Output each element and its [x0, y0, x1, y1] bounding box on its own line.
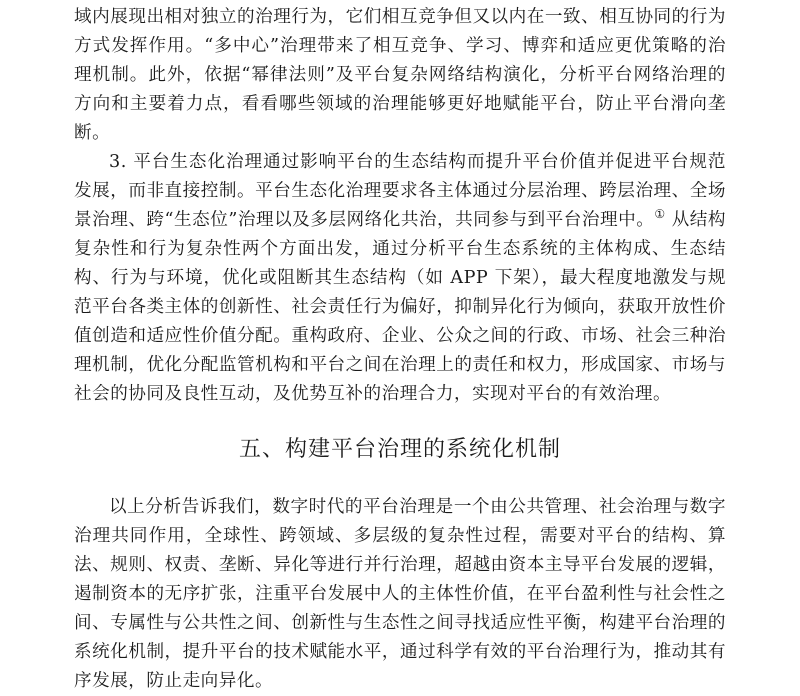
paragraph-text-part-2: 从结构复杂性和行为复杂性两个方面出发，通过分析平台生态系统的主体构成、生态结构、行为与环境，优化或阻断其生态结构（如 APP 下架），最大程度地激发与规范平台各类主体的创新性、社会责任行为偏好，抑制异化行为倾向，获取开放性价值创造和适应性价值分配。重构政府、企业、公众之间的行政、市场、社会三种治理机制，优化分配监管机构和平台之间在治理上的责任和权力，形成国家、市场与社会的协同及良性互动，及优势互补的治理合力，实现对平台的有效治理。: [74, 210, 727, 404]
paragraph-continuation: 域内展现出相对独立的治理行为，它们相互竞争但又以内在一致、相互协同的行为方式发挥作用。“多中心”治理带来了相互竞争、学习、博弈和适应更优策略的治理机制。此外，依据“幂律法则”及平台复杂网络结构演化，分析平台网络治理的方向和主要着力点，看看哪些领域的治理能够更好地赋能平台，防止平台滑向垄断。: [74, 7, 726, 143]
footnote-marker[interactable]: ①: [654, 207, 666, 222]
paragraph-ecological-governance: [74, 148, 726, 409]
paragraph-conclusion: 以上分析告诉我们，数字时代的平台治理是一个由公共管理、社会治理与数字治理共同作用，全球性、跨领域、多层级的复杂性过程，需要对平台的结构、算法、规则、权责、垄断、异化等进行并行治理，超越由资本主导平台发展的逻辑，遏制资本的无序扩张，注重平台发展中人的主体性价值，在平台盈利性与社会性之间、专属性与公共性之间、创新性与生态性之间寻找适应性平衡，构建平台治理的系统化机制，提升平台的技术赋能水平，通过科学有效的平台治理行为，推动其有序发展，防止走向异化。: [74, 497, 726, 691]
document-page: [74, 3, 726, 696]
paragraph-text-part-1: 3. 平台生态化治理通过影响平台的生态结构而提升平台价值并促进平台规范发展，而非直接控制。平台生态化治理要求各主体通过分层治理、跨层治理、全场景治理、跨“生态位”治理以及多层网络化共治，共同参与到平台治理中。: [74, 152, 726, 230]
section-heading: 五、构建平台治理的系统化机制: [238, 437, 561, 462]
